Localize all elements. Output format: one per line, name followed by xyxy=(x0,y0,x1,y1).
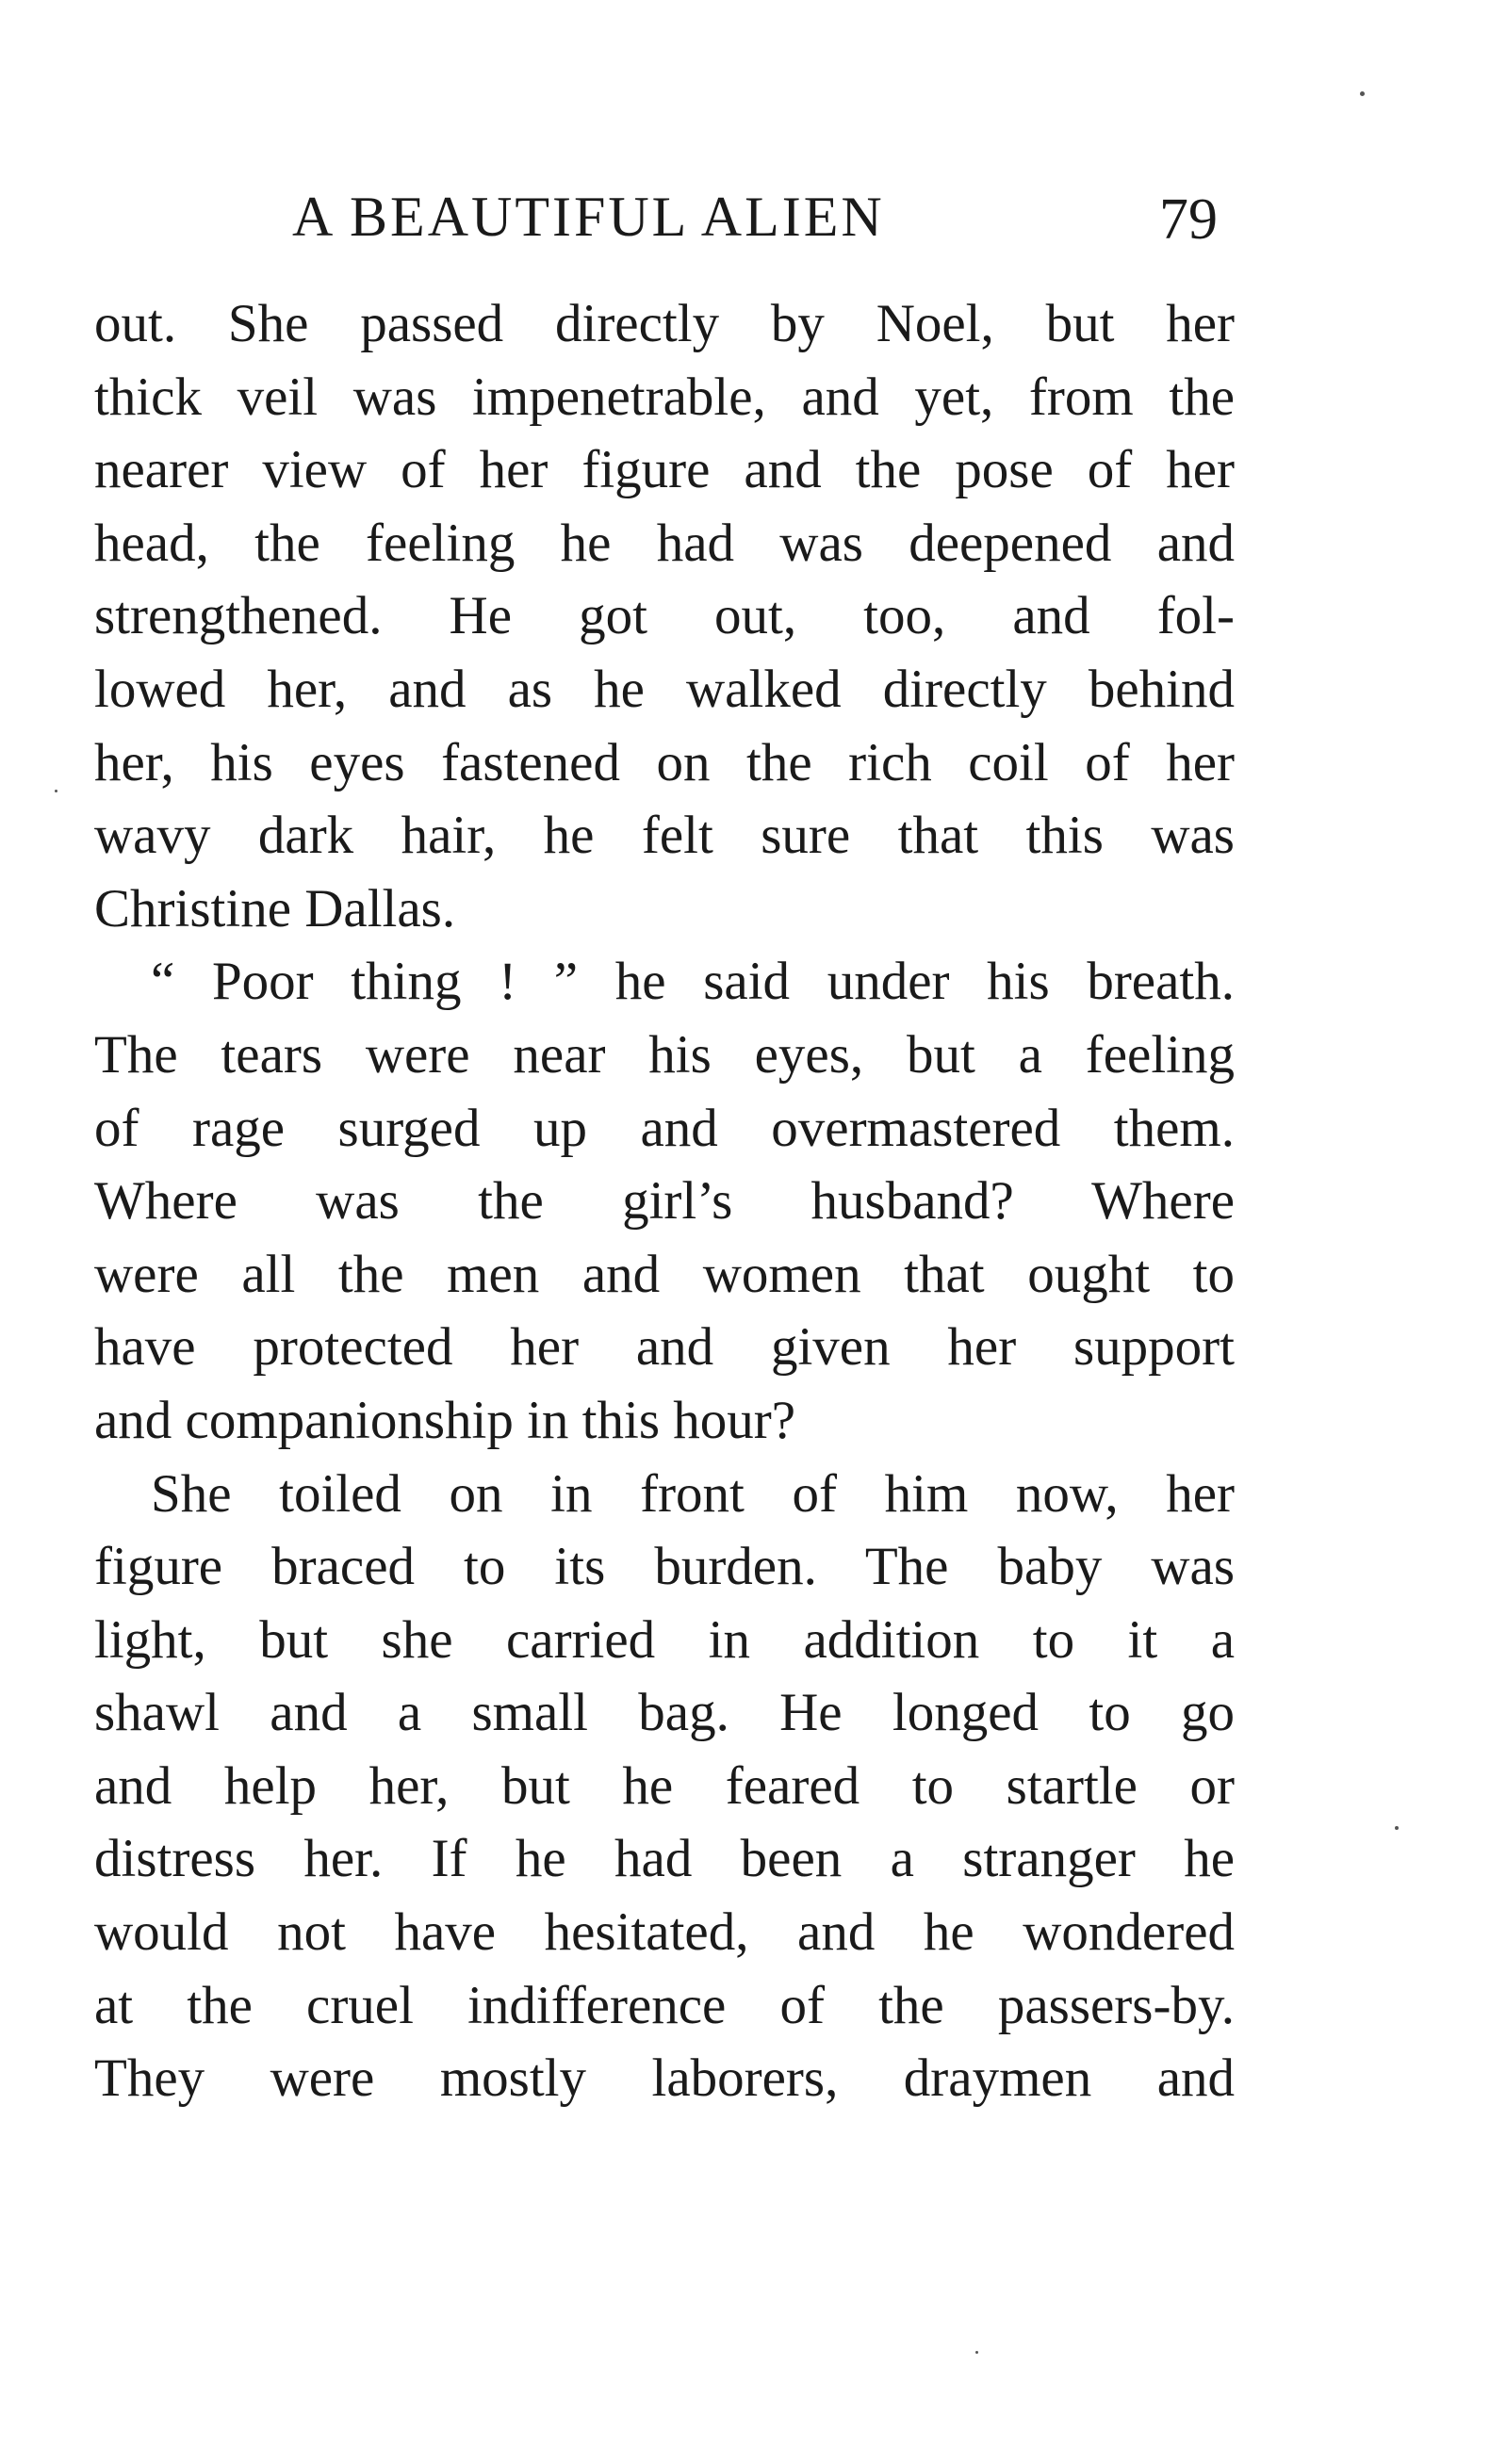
text-line: thick veil was impenetrable, and yet, from the xyxy=(94,367,1235,427)
text-line: strengthened. He got out, too, and fol- xyxy=(94,586,1235,646)
scan-speck xyxy=(975,2351,978,2354)
text-line: “ Poor thing ! ” he said under his breath. xyxy=(151,952,1235,1012)
text-line: Where was the girl’s husband? Where xyxy=(94,1171,1235,1232)
text-line: The tears were near his eyes, but a feeling xyxy=(94,1024,1235,1085)
text-line: of rage surged up and overmastered them. xyxy=(94,1098,1235,1158)
text-line: Christine Dallas. xyxy=(94,878,456,938)
scan-speck xyxy=(1395,1826,1399,1830)
scan-speck xyxy=(1360,91,1365,96)
text-line: shawl and a small bag. He longed to go xyxy=(94,1683,1235,1743)
text-line: distress her. If he had been a stranger he xyxy=(94,1829,1235,1889)
text-line: nearer view of her figure and the pose of her xyxy=(94,440,1235,500)
text-line: at the cruel indifference of the passers-by. xyxy=(94,1975,1235,2035)
running-head xyxy=(292,179,1235,264)
text-line: They were mostly laborers, draymen and xyxy=(94,2048,1235,2109)
running-title: A BEAUTIFUL ALIEN xyxy=(292,186,885,248)
text-line: her, his eyes fastened on the rich coil of her xyxy=(94,732,1235,792)
text-line: light, but she carried in addition to it a xyxy=(94,1609,1235,1670)
scan-speck xyxy=(55,790,57,792)
body-text xyxy=(94,287,1235,2115)
text-line: out. She passed directly by Noel, but her xyxy=(94,294,1235,353)
text-line: lowed her, and as he walked directly behind xyxy=(94,659,1235,719)
text-line: and help her, but he feared to startle or xyxy=(94,1755,1235,1816)
text-line: wavy dark hair, he felt sure that this was xyxy=(94,806,1235,866)
text-line: would not have hesitated, and he wondered xyxy=(94,1902,1235,1963)
page-number: 79 xyxy=(1159,188,1218,252)
text-line: She toiled on in front of him now, her xyxy=(151,1463,1235,1524)
text-line: head, the feeling he had was deepened and xyxy=(94,513,1235,573)
text-line: were all the men and women that ought to xyxy=(94,1244,1235,1304)
text-line: and companionship in this hour? xyxy=(94,1390,796,1450)
text-line: have protected her and given her support xyxy=(94,1317,1235,1378)
text-line: figure braced to its burden. The baby was xyxy=(94,1537,1235,1597)
